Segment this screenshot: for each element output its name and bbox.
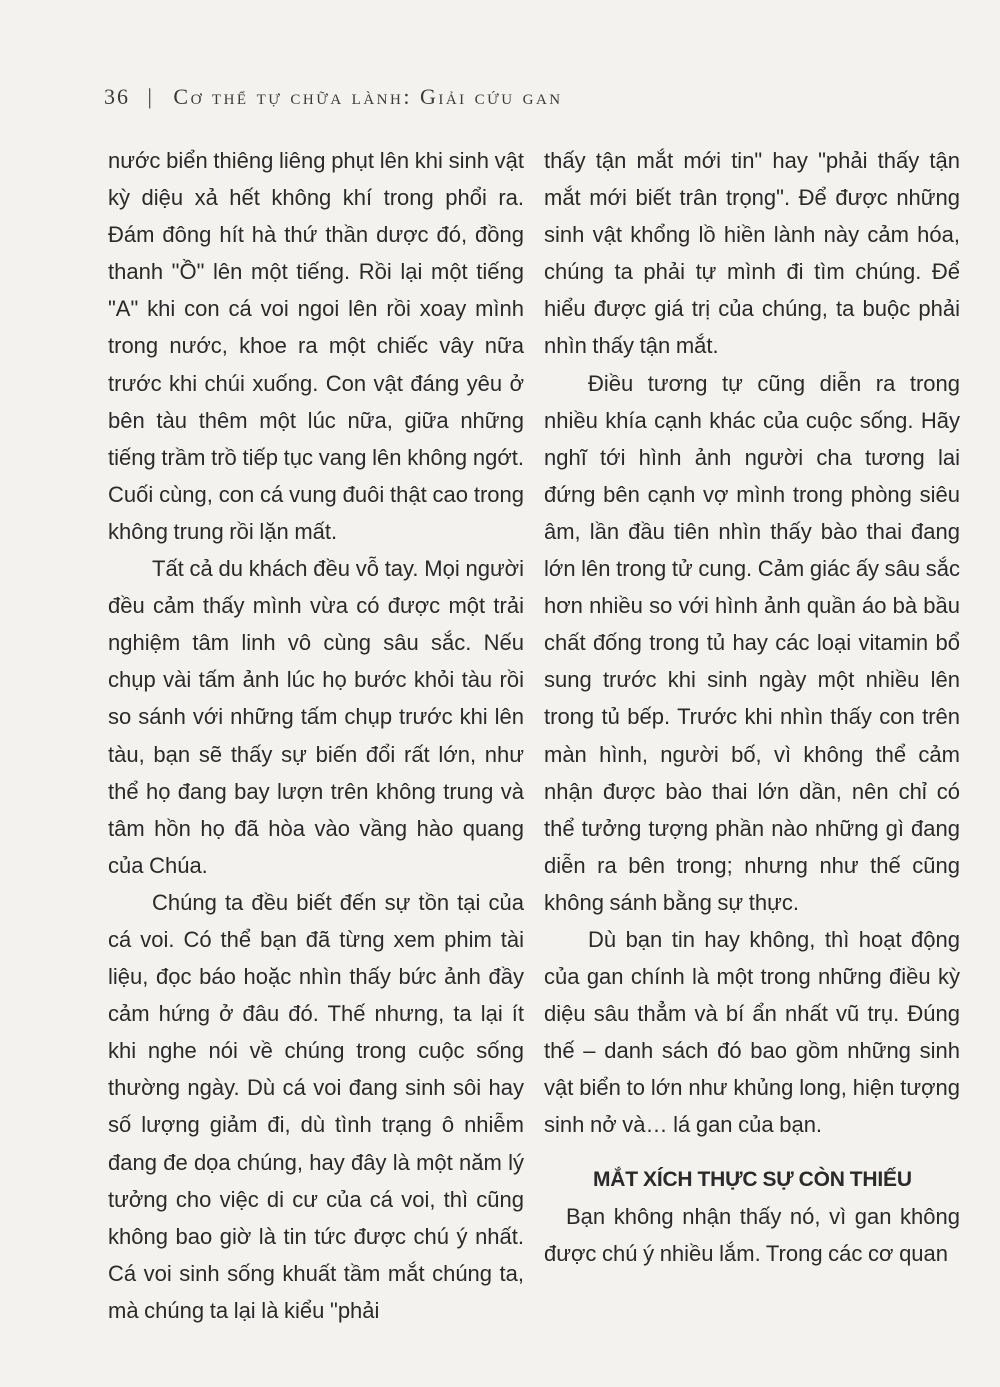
paragraph: nước biển thiêng liêng phụt lên khi sinh vật kỳ diệu xả hết không khí trong phổi ra. Đám đông hít hà thứ thần dược đó, đồng thanh "Ồ" lên một tiếng. Rồi lại một tiếng "A" khi con cá voi ngoi lên rồi xoay mình trong nước, khoe ra một chiếc vây nữa trước khi chúi xuống. Con vật đáng yêu ở bên tàu thêm một lúc nữa, giữa những tiếng trầm trồ tiếp tục vang lên không ngớt. Cuối cùng, con cá vung đuôi thật cao trong không trung rồi lặn mất.	[108, 148, 524, 544]
paragraph: Dù bạn tin hay không, thì hoạt động của gan chính là một trong những điều kỳ diệu sâu thẳm và bí ẩn nhất vũ trụ. Đúng thế – danh sách đó bao gồm những sinh vật biển to lớn như khủng long, hiện tượng sinh nở và… lá gan của bạn.	[544, 926, 960, 1138]
paragraph: thấy tận mắt mới tin" hay "phải thấy tận mắt mới biết trân trọng". Để được những sinh vật khổng lồ hiền lành này cảm hóa, chúng ta phải tự mình đi tìm chúng. Để hiểu được giá trị của chúng, ta buộc phải nhìn thấy tận mắt.	[544, 148, 960, 359]
right-column	[544, 142, 960, 1272]
page-number: 36	[104, 84, 130, 109]
paragraph: Bạn không nhận thấy nó, vì gan không được chú ý nhiều lắm. Trong các cơ quan	[544, 1203, 960, 1266]
header-separator: |	[147, 84, 154, 109]
left-column	[108, 142, 524, 1329]
paragraph: Tất cả du khách đều vỗ tay. Mọi người đều cảm thấy mình vừa có được một trải nghiệm tâm linh vô cùng sâu sắc. Nếu chụp vài tấm ảnh lúc họ bước khỏi tàu rồi so sánh với những tấm chụp trước khi lên tàu, bạn sẽ thấy sự biến đổi rất lớn, như thể họ đang bay lượn trên không trung và tâm hồn họ đã hòa vào vầng hào quang của Chúa.	[108, 556, 524, 878]
paragraph: Chúng ta đều biết đến sự tồn tại của cá voi. Có thể bạn đã từng xem phim tài liệu, đọc báo hoặc nhìn thấy bức ảnh đầy cảm hứng ở đâu đó. Thế nhưng, ta lại ít khi nghe nói về chúng trong cuộc sống thường ngày. Dù cá voi đang sinh sôi hay số lượng giảm đi, dù tình trạng ô nhiễm đang đe dọa chúng, hay đây là một năm lý tưởng cho việc di cư của cá voi, thì cũng không bao giờ là tin tức được chú ý nhất. Cá voi sinh sống khuất tầm mắt chúng ta, mà chúng ta lại là kiểu "phải	[108, 889, 524, 1323]
section-heading: MẮT XÍCH THỰC SỰ CÒN THIẾU	[593, 1167, 912, 1191]
paragraph: Điều tương tự cũng diễn ra trong nhiều khía cạnh khác của cuộc sống. Hãy nghĩ tới hình ảnh người cha tương lai đứng bên cạnh vợ mình trong phòng siêu âm, lần đầu tiên nhìn thấy bào thai đang lớn lên trong tử cung. Cảm giác ấy sâu sắc hơn nhiều so với hình ảnh quần áo bà bầu chất đống trong tủ hay các loại vitamin bổ sung trước khi sinh ngày một nhiều lên trong tủ bếp. Trước khi nhìn thấy con trên màn hình, người bố, vì không thể cảm nhận được bào thai lớn dần, nên chỉ có thể tưởng tượng phần nào những gì đang diễn ra bên trong; nhưng như thế cũng không sánh bằng sự thực.	[544, 370, 960, 915]
running-header	[104, 84, 563, 110]
book-title: Cơ thể tự chữa lành: Giải cứu gan	[173, 84, 563, 109]
